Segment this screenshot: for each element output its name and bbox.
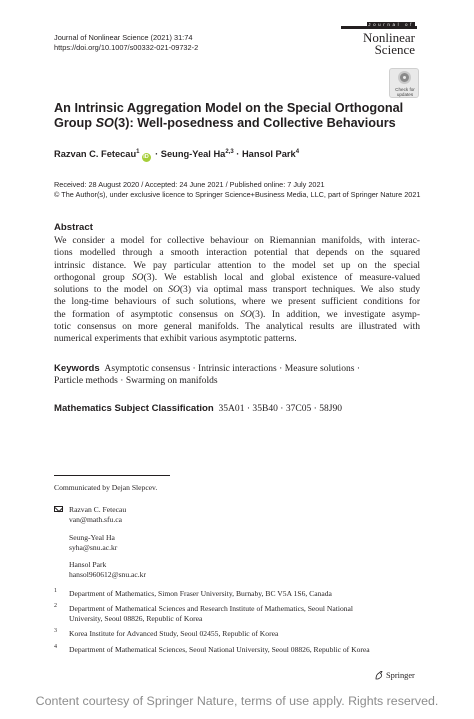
affiliation-text: Department of Mathematics, Simon Fraser University, Burnaby, BC V5A 1S6, Canada: [69, 589, 332, 598]
author-contact: [69, 505, 126, 524]
keywords-line: Particle methods · Swarming on manifolds: [54, 375, 218, 387]
msc-section: [54, 403, 342, 414]
publisher-name: Springer: [386, 671, 415, 680]
abstract-line: tions modelled through a smooth interaction potential that depends on the squared: [54, 247, 420, 259]
author-name[interactable]: Hansol Park: [241, 149, 296, 159]
affiliation: [54, 589, 332, 599]
abstract-line: orthogonal group SO(3). We establish local and global existence of measure-valued: [54, 271, 420, 283]
abstract-line: We consider a model for collective behaviour on Riemannian manifolds, with interac-: [54, 235, 420, 246]
abstract-body: [54, 235, 420, 346]
footnote-divider: [54, 475, 170, 476]
contact-name: Seung-Yeal Ha: [69, 533, 115, 542]
abstract-line: solutions to the model on SO(3) via optimal mass transport techniques. We also study: [54, 284, 421, 296]
abstract-line: totic consensus on more general manifolds. The analytical results are illustrated with: [54, 321, 420, 333]
author-affiliation-sup: 1: [136, 149, 140, 155]
paper-title-line1: An Intrinsic Aggregation Model on the Special Orthogonal: [54, 101, 404, 115]
math-so: SO: [131, 271, 144, 283]
paper-title-line2: [54, 116, 396, 130]
math-so: SO: [240, 308, 252, 320]
logo-line2: Science: [374, 42, 415, 57]
affiliation: [54, 629, 278, 639]
affiliation-number: 3: [54, 628, 57, 634]
check-badge-line2: updates: [396, 92, 414, 97]
affiliation-text: Department of Mathematical Sciences, Seoul National University, Seoul 08826, Republic of Korea: [69, 645, 370, 654]
courtesy-watermark: Content courtesy of Springer Nature, terms of use apply. Rights reserved.: [35, 694, 439, 708]
contact-name: Hansol Park: [69, 560, 107, 569]
springer-horse-icon: [374, 670, 384, 680]
author-name[interactable]: Seung-Yeal Ha: [160, 149, 226, 159]
abstract-line: the formation of asymptotic consensus on SO(3). In addition, we investigate asymp-: [54, 308, 420, 320]
keywords-heading: Keywords: [54, 363, 100, 374]
msc-codes: 35A01 · 35B40 · 37C05 · 58J90: [218, 403, 343, 414]
affiliation-text: University, Seoul 08826, Republic of Korea: [69, 613, 203, 623]
affiliation-number: 1: [54, 588, 57, 594]
author-affiliation-sup: 2,3: [225, 149, 234, 155]
author-separator: ·: [233, 149, 242, 159]
affiliation: [54, 645, 370, 655]
author-contact: [69, 533, 117, 552]
abstract-line: intrinsic distance. We pay particular attention to the model set up on the special: [54, 259, 420, 271]
author-list: [54, 149, 299, 162]
author-affiliation-sup: 4: [295, 149, 300, 155]
abstract-line: numerical experiments that exhibit various asymptotic patterns.: [54, 333, 297, 345]
math-so: SO: [168, 284, 180, 296]
affiliation-text: Korea Institute for Advanced Study, Seoul 02455, Republic of Korea: [69, 629, 279, 638]
affiliation-text: Department of Mathematical Sciences and Research Institute of Mathematics, Seoul National: [69, 604, 354, 613]
keywords-line: [54, 363, 424, 375]
check-badge-line1: Check for: [395, 87, 415, 92]
publication-dates: Received: 28 August 2020 / Accepted: 24 June 2021 / Published online: 7 July 2021: [54, 180, 325, 189]
author-name[interactable]: Razvan C. Fetecau: [54, 149, 137, 159]
logo-line1: Nonlinear: [363, 30, 415, 45]
abstract-heading: Abstract: [54, 222, 93, 233]
title-part: (3): Well-posedness and Collective Behaviours: [113, 116, 396, 130]
communicated-by: Communicated by Dejan Slepcev.: [54, 483, 158, 492]
affiliation: [54, 604, 353, 623]
affiliation-number: 4: [54, 644, 57, 650]
logo-small-text: Journal of: [368, 22, 414, 27]
contact-name: Razvan C. Fetecau: [69, 505, 127, 514]
affiliation-number: 2: [54, 603, 57, 609]
journal-logo: [341, 22, 417, 60]
contact-email[interactable]: hansol960612@snu.ac.kr: [69, 569, 147, 579]
copyright-notice: © The Author(s), under exclusive licence to Springer Science+Business Media, LLC, part of Springer Nature 2021: [54, 190, 421, 199]
check-for-updates-button[interactable]: [389, 68, 419, 98]
keywords-list: Asymptotic consensus · Intrinsic interactions · Measure solutions ·: [104, 363, 361, 374]
envelope-icon: [54, 506, 63, 512]
doi-link[interactable]: https://doi.org/10.1007/s00332-021-09732-2: [54, 43, 199, 52]
orcid-icon[interactable]: iD: [143, 154, 149, 160]
journal-citation: Journal of Nonlinear Science (2021) 31:74: [54, 33, 193, 42]
author-separator: ·: [152, 149, 161, 159]
title-math: SO: [95, 116, 114, 130]
publisher-logo: [374, 670, 415, 680]
crossmark-icon: [398, 71, 411, 84]
keywords-section: [54, 363, 424, 388]
abstract-line: the long-time behaviours of such solutions, where we present sufficient conditions for: [54, 296, 420, 308]
msc-heading: Mathematics Subject Classification: [54, 403, 214, 414]
contact-email[interactable]: syha@snu.ac.kr: [69, 542, 118, 552]
contact-email[interactable]: van@math.sfu.ca: [69, 514, 122, 524]
title-part: Group: [54, 116, 96, 130]
author-contact: [69, 560, 146, 579]
